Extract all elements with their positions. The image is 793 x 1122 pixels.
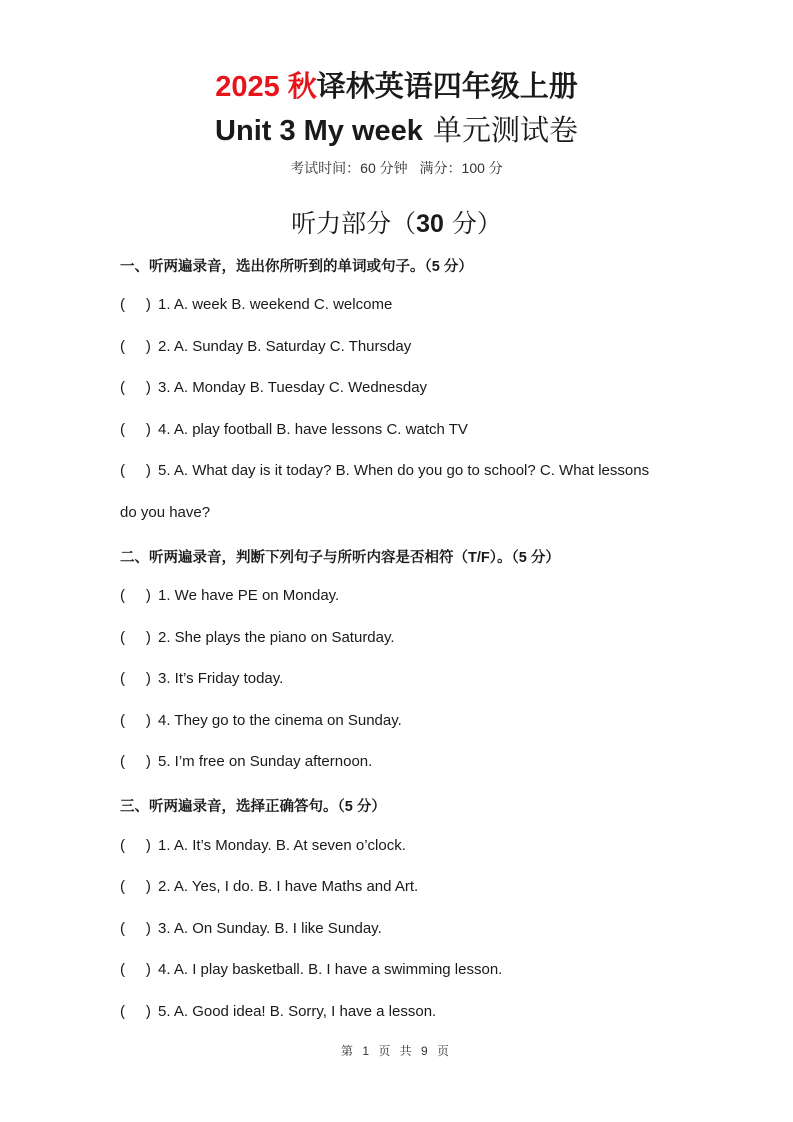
answer-blank[interactable]: ( ) xyxy=(120,920,151,937)
section-title-prefix: 听力部分（ xyxy=(291,209,417,238)
question-text: 4. A. play football B. have lessons C. watch TV xyxy=(158,421,468,438)
page-number: 第 1 页 共 9 页 xyxy=(340,1044,453,1058)
question-text: 1. We have PE on Monday. xyxy=(158,587,340,604)
answer-blank[interactable]: ( ) xyxy=(120,670,151,687)
question-text: 4. A. I play basketball. B. I have a swimming lesson. xyxy=(158,961,503,978)
part-3-heading: 三、听两遍录音，选择正确答句。（5 分） xyxy=(120,799,386,815)
answer-blank[interactable]: ( ) xyxy=(120,379,151,396)
answer-blank[interactable]: ( ) xyxy=(120,462,151,479)
question-text: 2. She plays the piano on Saturday. xyxy=(158,629,395,646)
answer-blank[interactable]: ( ) xyxy=(120,1003,151,1020)
question-item xyxy=(120,1003,436,1020)
exam-meta xyxy=(0,158,793,178)
question-text: 2. A. Sunday B. Saturday C. Thursday xyxy=(158,338,412,355)
question-item xyxy=(120,421,468,438)
question-item xyxy=(120,296,392,313)
question-text: 5. A. What day is it today? B. When do you go to school? C. What lessons xyxy=(158,462,650,479)
part-1-heading: 一、听两遍录音，选出你所听到的单词或句子。（5 分） xyxy=(120,259,473,275)
exam-time: 考试时间：60 分钟 xyxy=(290,160,408,176)
answer-blank[interactable]: ( ) xyxy=(120,878,151,895)
part-2-heading: 二、听两遍录音，判断下列句子与所听内容是否相符（T/F）。（5 分） xyxy=(120,550,560,566)
question-item xyxy=(120,379,427,396)
question-text: 2. A. Yes, I do. B. I have Maths and Art. xyxy=(158,878,419,895)
answer-blank[interactable]: ( ) xyxy=(120,338,151,355)
answer-blank[interactable]: ( ) xyxy=(120,296,151,313)
answer-blank[interactable]: ( ) xyxy=(120,837,151,854)
question-text: 1. A. week B. weekend C. welcome xyxy=(158,296,393,313)
answer-blank[interactable]: ( ) xyxy=(120,421,151,438)
answer-blank[interactable]: ( ) xyxy=(120,961,151,978)
question-item xyxy=(120,961,502,978)
title-year-season: 2025 秋 xyxy=(215,71,317,103)
answer-blank[interactable]: ( ) xyxy=(120,712,151,729)
unit-title xyxy=(0,108,793,149)
question-text: 5. I’m free on Sunday afternoon. xyxy=(158,753,373,770)
question-item xyxy=(120,837,406,854)
question-continuation: do you have? xyxy=(120,504,211,521)
full-score: 满分：100 分 xyxy=(419,160,503,176)
answer-blank[interactable]: ( ) xyxy=(120,587,151,604)
question-text: 5. A. Good idea! B. Sorry, I have a lesson. xyxy=(158,1003,437,1020)
unit-title-cn: 单元测试卷 xyxy=(432,113,578,147)
question-item xyxy=(120,670,283,687)
answer-blank[interactable]: ( ) xyxy=(120,629,151,646)
document-title xyxy=(0,64,793,105)
title-textbook: 译林英语四年级上册 xyxy=(316,71,578,103)
question-item xyxy=(120,712,402,729)
question-item xyxy=(120,338,411,355)
question-item xyxy=(120,878,418,895)
question-text: 4. They go to the cinema on Sunday. xyxy=(158,712,402,729)
question-item xyxy=(120,629,395,646)
answer-blank[interactable]: ( ) xyxy=(120,753,151,770)
question-text: 3. A. On Sunday. B. I like Sunday. xyxy=(158,920,382,937)
question-text: 3. It’s Friday today. xyxy=(158,670,284,687)
unit-title-en: Unit 3 My week xyxy=(215,115,423,147)
question-item xyxy=(120,920,382,937)
question-text: 1. A. It’s Monday. B. At seven o’clock. xyxy=(158,837,406,854)
question-text: 3. A. Monday B. Tuesday C. Wednesday xyxy=(158,379,428,396)
section-title-listening xyxy=(0,204,793,240)
section-score: 30 xyxy=(416,210,444,238)
question-item xyxy=(120,462,649,479)
question-item xyxy=(120,753,372,770)
section-title-suffix: 分） xyxy=(443,209,502,238)
question-item xyxy=(120,587,339,604)
